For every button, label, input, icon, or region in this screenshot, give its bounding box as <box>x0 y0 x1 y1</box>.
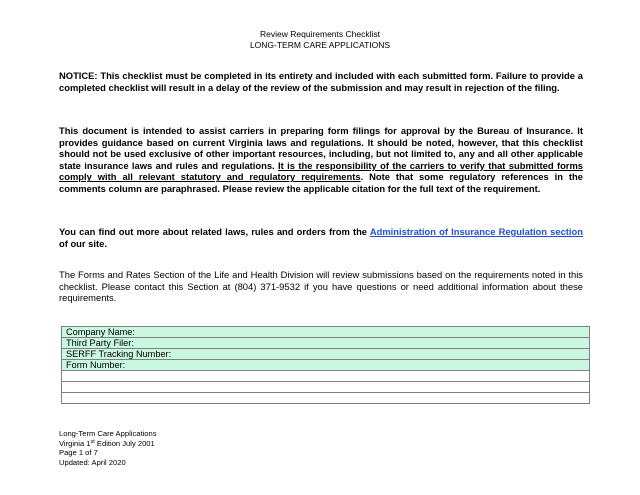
more-info-text: You can find out more about related laws, rules and orders from the <box>59 226 370 237</box>
more-info-text-end: of our site. <box>59 237 107 249</box>
company-info-table <box>61 326 590 404</box>
blank-row <box>62 371 590 382</box>
blank-row <box>62 393 590 404</box>
forms-rates-paragraph: The Forms and Rates Section of the Life and Health Division will review submissions based on the requirements noted in this checklist. Please contact this Section at (804) 371-9532 if you have questions or need additional information about these requirements. <box>59 269 583 304</box>
blank-row <box>62 382 590 393</box>
table-row <box>62 393 590 404</box>
company-name-field[interactable]: Company Name: <box>62 327 590 338</box>
table-row <box>62 360 590 371</box>
footer-page-number: Page 1 of 7 <box>59 448 98 458</box>
document-title: Review Requirements Checklist <box>260 29 380 39</box>
guidance-paragraph <box>59 125 583 195</box>
form-number-field[interactable]: Form Number: <box>62 360 590 371</box>
footer-edition: Virginia 1st Edition July 2001 <box>59 438 155 448</box>
serff-tracking-number-field[interactable]: SERFF Tracking Number: <box>62 349 590 360</box>
document-subtitle: LONG-TERM CARE APPLICATIONS <box>249 40 391 50</box>
insurance-regulation-link[interactable]: Administration of Insurance Regulation section <box>369 226 583 237</box>
third-party-filer-field[interactable]: Third Party Filer: <box>62 338 590 349</box>
table-row <box>62 349 590 360</box>
footer-updated-date: Updated: April 2020 <box>59 457 126 467</box>
page-footer <box>59 429 157 467</box>
table-row <box>62 338 590 349</box>
guidance-text: This document is intended to assist carriers in preparing form filings for approval by the Bureau of Insurance. It provides guidance based on current Virginia laws and regulations. It should be noted, however, that this checklist should not be used exclusive of other important resources, including, but not limited to, any and all other applicable state insurance laws and rules and regulations. <box>59 125 583 171</box>
guidance-text-end: . Note that some regulatory references in the comments column are paraphrased. Please review the applicable citation for the full text of the requirement. <box>59 171 583 194</box>
notice-paragraph: NOTICE: This checklist must be completed in its entirety and included with each submitted form. Failure to provide a completed checklist will result in a delay of the review of the submission and may result in rejection of the filing. <box>59 70 583 93</box>
more-info-paragraph <box>59 226 583 249</box>
table-row <box>62 382 590 393</box>
guidance-responsibility-text: It is the responsibility of the carriers to verify that submitted forms comply with all relevant statutory and regulatory requirements <box>59 159 583 183</box>
table-row <box>62 371 590 382</box>
table-row <box>62 327 590 338</box>
footer-document-name: Long-Term Care Applications <box>59 429 157 438</box>
